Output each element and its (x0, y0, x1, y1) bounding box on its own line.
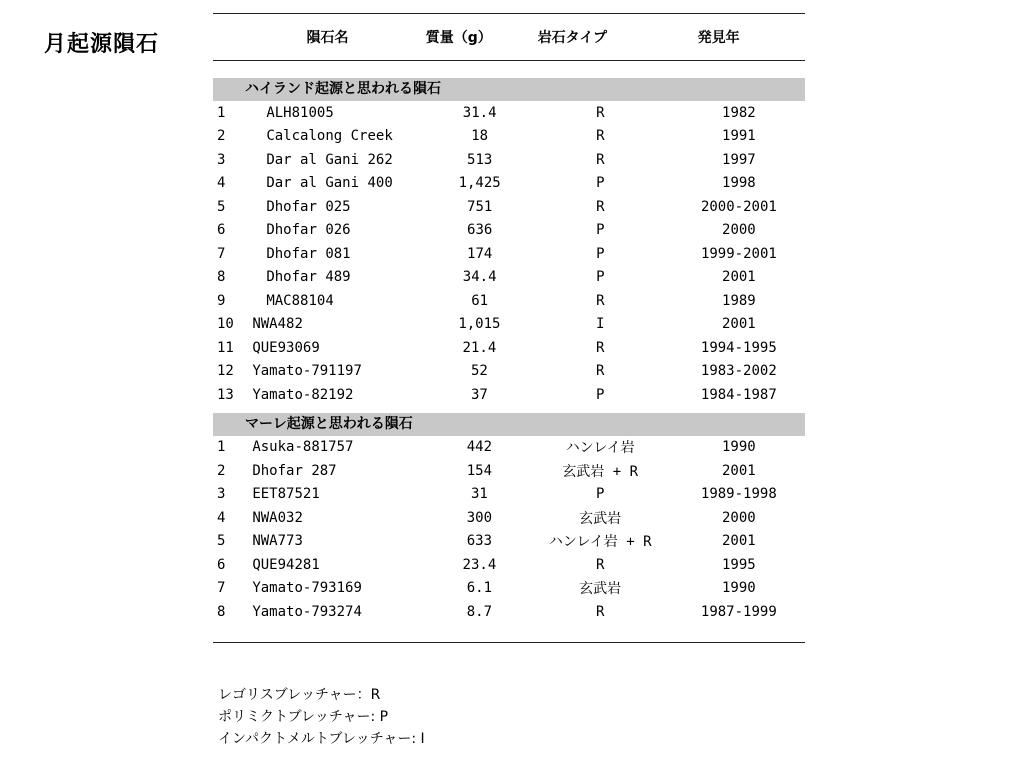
table-row (213, 101, 805, 125)
mass-value: 6.1 (466, 580, 493, 597)
rock-type: P (596, 245, 605, 262)
mass-value: 751 (467, 198, 493, 215)
discovery-year: 2001 (721, 462, 756, 479)
row-number: 5 (217, 198, 226, 215)
rock-type: ハンレイ岩 (565, 440, 635, 457)
rock-type: 玄武岩 (579, 581, 622, 598)
table-row (213, 577, 805, 601)
row-number: 7 (217, 245, 226, 262)
discovery-year: 1994-1995 (700, 339, 777, 356)
discovery-year: 2001 (721, 316, 756, 333)
discovery-year: 2000 (721, 509, 756, 526)
table-row (213, 289, 805, 313)
highland-rows (213, 101, 805, 407)
row-number: 11 (217, 339, 234, 356)
row-number: 9 (217, 292, 226, 309)
discovery-year: 1987-1999 (700, 603, 777, 620)
rock-type: R (596, 151, 605, 168)
meteorite-name: Asuka-881757 (252, 439, 354, 456)
meteorite-name: MAC88104 (266, 292, 334, 309)
mare-rows (213, 436, 805, 624)
discovery-year: 2000 (722, 222, 756, 239)
mass-value: 52 (470, 363, 488, 380)
meteorite-name: Dhofar 287 (252, 462, 337, 479)
row-number: 2 (217, 128, 226, 145)
meteorite-name: Dhofar 025 (266, 198, 351, 215)
rock-type: 玄武岩 + R (562, 463, 639, 480)
mass-value: 174 (467, 245, 493, 262)
meteorite-name: NWA482 (252, 316, 303, 333)
table-row (213, 336, 805, 360)
row-number: 4 (217, 509, 226, 526)
discovery-year: 1989-1998 (700, 486, 777, 503)
row-number: 6 (217, 222, 226, 239)
mass-value: 154 (466, 462, 493, 479)
table-row (213, 219, 805, 243)
discovery-year: 1989 (722, 292, 756, 309)
meteorite-name: EET87521 (252, 486, 320, 503)
meteorite-name: NWA773 (252, 533, 303, 550)
discovery-year: 1991 (722, 128, 756, 145)
table-row (213, 360, 805, 384)
header-mass: 質量（g） (425, 30, 492, 46)
mass-value: 18 (471, 128, 489, 145)
table-row (213, 459, 805, 483)
header-name: 隕石名 (306, 30, 349, 46)
row-number: 8 (217, 603, 226, 620)
table-row (213, 383, 805, 407)
rock-type: R (595, 339, 605, 356)
highland-section-title: ハイランド起源と思われる隕石 (213, 78, 805, 101)
table-row (213, 553, 805, 577)
row-number: 5 (217, 533, 226, 550)
rock-type: P (596, 175, 605, 192)
table-row (213, 600, 805, 624)
row-number: 13 (217, 386, 234, 403)
table-row (213, 530, 805, 554)
mass-value: 31.4 (462, 104, 497, 121)
rock-type: P (596, 269, 605, 286)
row-number: 1 (217, 439, 226, 456)
meteorite-name: Yamato-791197 (252, 363, 362, 380)
rock-type: P (595, 486, 605, 503)
row-number: 1 (217, 104, 226, 121)
rock-type: R (596, 104, 605, 121)
legend-item-i: インパクトメルトブレッチャー: I (218, 731, 425, 747)
discovery-year: 1983-2002 (700, 363, 777, 380)
highland-section (213, 78, 805, 407)
mass-value: 61 (471, 292, 489, 309)
discovery-year: 2001 (722, 269, 756, 286)
rock-type: R (596, 128, 605, 145)
discovery-year: 1982 (722, 104, 756, 121)
rock-type: 玄武岩 (579, 510, 622, 527)
rock-type: ハンレイ岩 + R (548, 534, 652, 551)
meteorite-name: Dhofar 026 (266, 222, 351, 239)
table-row (213, 195, 805, 219)
discovery-year: 1984-1987 (700, 386, 777, 403)
rock-type: P (595, 386, 605, 403)
page-title: 月起源隕石 (44, 32, 160, 57)
table-row (213, 148, 805, 172)
meteorite-name: ALH81005 (266, 104, 334, 121)
meteorite-table (213, 13, 805, 643)
discovery-year: 1990 (721, 439, 756, 456)
header-type: 岩石タイプ (537, 30, 607, 46)
mass-value: 37 (470, 386, 488, 403)
row-number: 2 (217, 462, 226, 479)
row-number: 3 (217, 151, 226, 168)
mare-section (213, 413, 805, 624)
meteorite-name: NWA032 (252, 509, 303, 526)
mass-value: 442 (466, 439, 493, 456)
rock-type: R (595, 556, 605, 573)
meteorite-name: Dhofar 489 (266, 269, 351, 286)
table-row (213, 266, 805, 290)
discovery-year: 1990 (721, 580, 756, 597)
row-number: 4 (217, 175, 226, 192)
row-number: 6 (217, 556, 226, 573)
rock-type: P (596, 222, 605, 239)
rock-type: I (595, 316, 605, 333)
discovery-year: 1995 (721, 556, 756, 573)
meteorite-name: Dhofar 081 (266, 245, 351, 262)
mass-value: 1,425 (458, 175, 501, 192)
rock-type: R (596, 292, 605, 309)
rock-type: R (595, 603, 605, 620)
row-number: 8 (217, 269, 226, 286)
row-number: 3 (217, 486, 226, 503)
header-rule (213, 60, 805, 61)
table-header (213, 14, 805, 60)
discovery-year: 1999-2001 (700, 245, 777, 262)
table-row (213, 125, 805, 149)
legend-item-p: ポリミクトブレッチャー: P (218, 709, 389, 725)
discovery-year: 1998 (722, 175, 756, 192)
discovery-year: 2000-2001 (700, 198, 777, 215)
table-row (213, 483, 805, 507)
legend (218, 684, 425, 750)
mass-value: 8.7 (466, 603, 493, 620)
discovery-year: 1997 (722, 151, 756, 168)
mass-value: 633 (466, 533, 493, 550)
legend-item-r: レゴリスブレッチャー：R (218, 687, 381, 703)
mare-section-title: マーレ起源と思われる隕石 (213, 413, 805, 436)
meteorite-name: Yamato-793169 (252, 580, 362, 597)
table-row (213, 506, 805, 530)
mass-value: 636 (467, 222, 493, 239)
rock-type: R (596, 198, 605, 215)
bottom-rule (213, 642, 805, 643)
table-row (213, 242, 805, 266)
mass-value: 34.4 (462, 269, 497, 286)
table-row (213, 436, 805, 460)
meteorite-name: Dar al Gani 400 (266, 175, 393, 192)
header-year: 発見年 (697, 30, 740, 46)
table-row (213, 172, 805, 196)
meteorite-name: QUE93069 (252, 339, 320, 356)
meteorite-name: Dar al Gani 262 (266, 151, 393, 168)
discovery-year: 2001 (721, 533, 756, 550)
row-number: 10 (217, 316, 234, 333)
mass-value: 21.4 (462, 339, 497, 356)
row-number: 7 (217, 580, 226, 597)
meteorite-name: Yamato-793274 (252, 603, 362, 620)
row-number: 12 (217, 363, 234, 380)
meteorite-name: QUE94281 (252, 556, 320, 573)
mass-value: 300 (466, 509, 493, 526)
mass-value: 513 (467, 151, 493, 168)
rock-type: R (595, 363, 605, 380)
meteorite-name: Yamato-82192 (252, 386, 354, 403)
mass-value: 31 (470, 486, 488, 503)
mass-value: 23.4 (462, 556, 497, 573)
mass-value: 1,015 (458, 316, 501, 333)
table-row (213, 313, 805, 337)
meteorite-name: Calcalong Creek (266, 128, 393, 145)
